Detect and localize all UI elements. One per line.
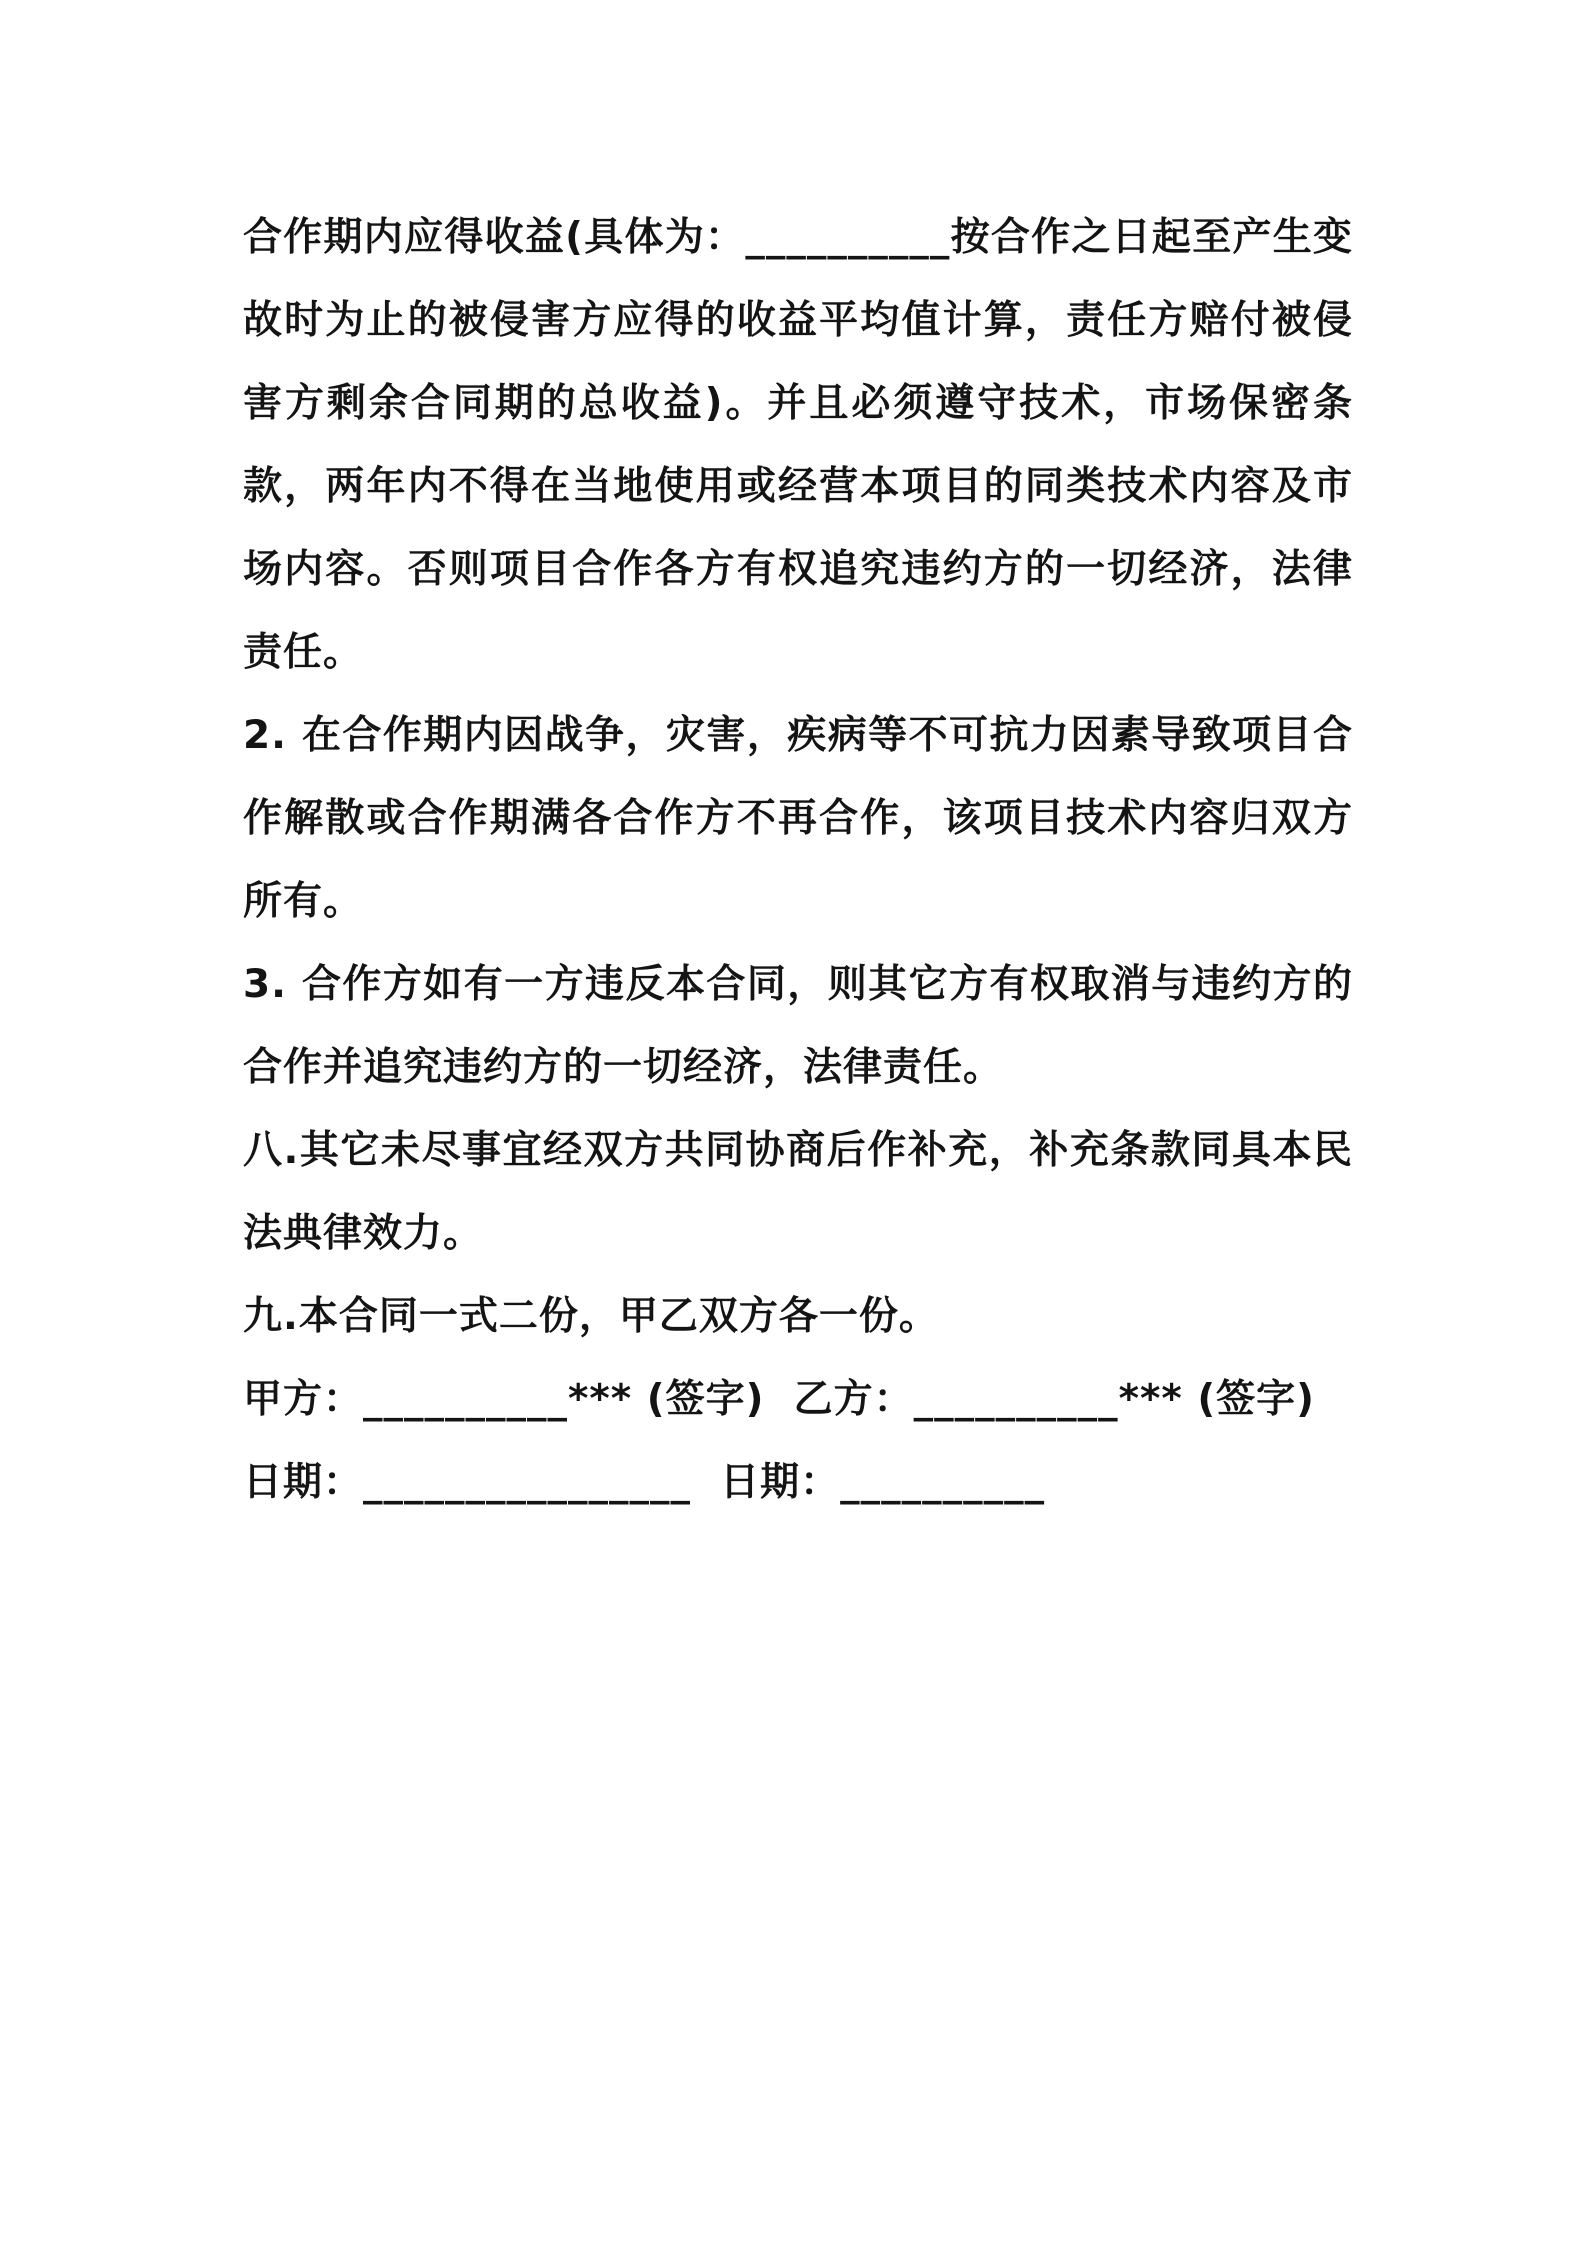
paragraph-force-majeure-clause: 2. 在合作期内因战争，灾害，疾病等不可抗力因素导致项目合作解散或合作期满各合作方不再合作，该项目技术内容归双方所有。 — [243, 713, 1353, 924]
paragraph-breach-clause: 3. 合作方如有一方违反本合同，则其它方有权取消与违约方的合作并追究违约方的一切经济，法律责任。 — [243, 962, 1353, 1090]
document-body — [243, 196, 1353, 1524]
paragraph-compensation-clause: 合作期内应得收益(具体为：__________按合作之日起至产生变故时为止的被侵害方应得的收益平均值计算，责任方赔付被侵害方剩余合同期的总收益)。并且必须遵守技术，市场保密条款，两年内不得在当地使用或经营本项目的同类技术内容及市场内容。否则项目合作各方有权追究违约方的一切经济，法律责任。 — [243, 215, 1353, 675]
date-line: 日期：________________ 日期：__________ — [243, 1460, 1046, 1505]
paragraph-copies-clause: 九.本合同一式二份，甲乙双方各一份。 — [243, 1294, 939, 1339]
paragraph-supplementary-clause: 八.其它未尽事宜经双方共同协商后作补充，补充条款同具本民法典律效力。 — [243, 1128, 1353, 1256]
signature-line: 甲方：__________*** (签字) 乙方：__________*** (签字) — [243, 1377, 1315, 1422]
